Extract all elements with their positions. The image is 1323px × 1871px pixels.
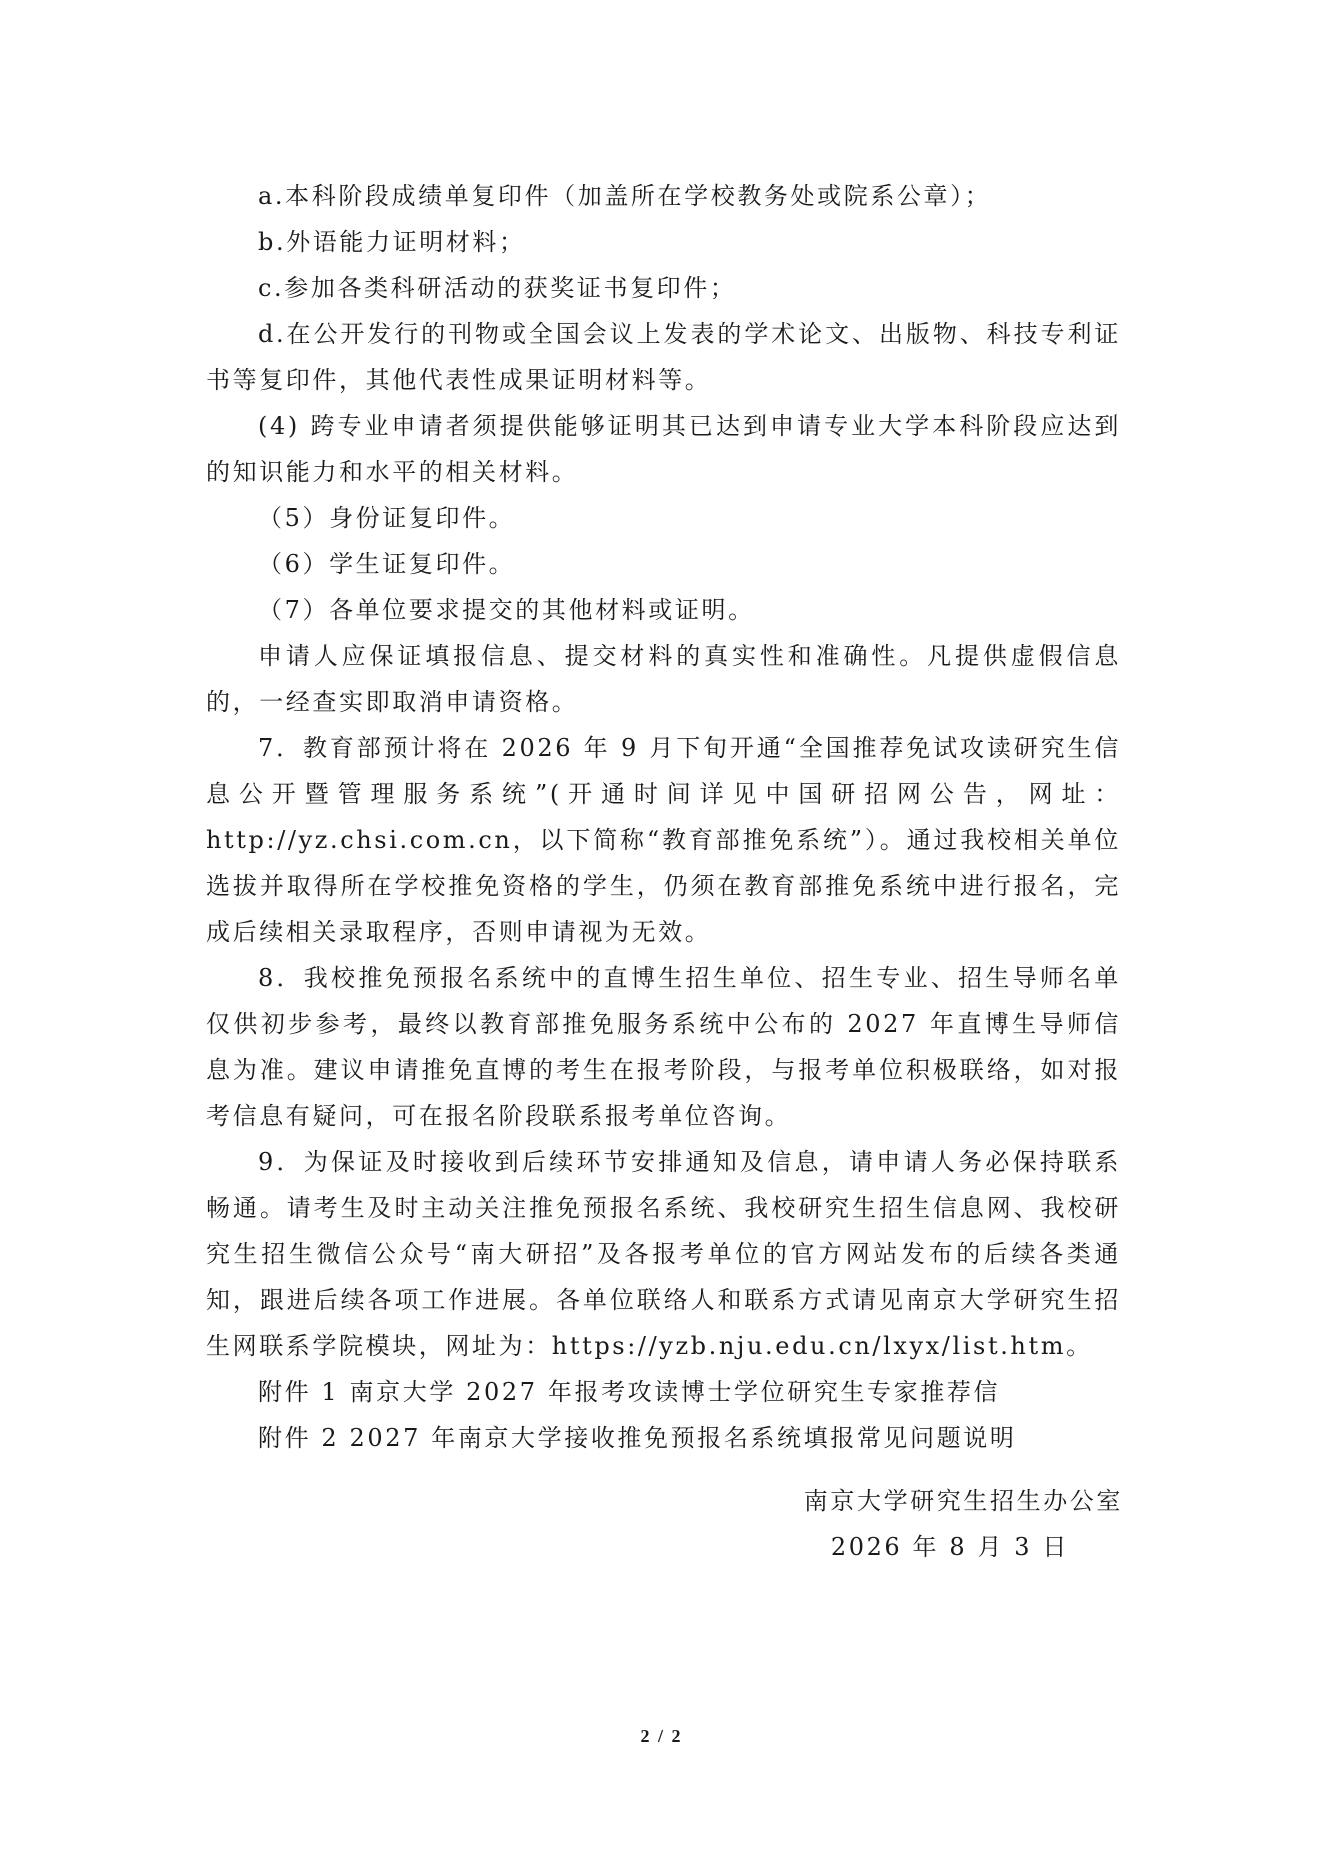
document-body <box>206 173 1121 1461</box>
clause-7: 7．教育部预计将在 2026 年 9 月下旬开通“全国推荐免试攻读研究生信息公开暨管理服务系统”(开通时间详见中国研招网公告，网址：http://yz.chsi.com.cn，以下简称“教育部推免系统”）。通过我校相关单位选拔并取得所在学校推免资格的学生，仍须在教育部推免系统中进行报名，完成后续相关录取程序，否则申请视为无效。 <box>206 734 1121 946</box>
issue-date: 2026 年 8 月 3 日 <box>830 1533 1069 1561</box>
requirement-item-6: （6）学生证复印件。 <box>258 550 516 578</box>
requirement-item-5: （5）身份证复印件。 <box>258 504 516 532</box>
attachment-2: 附件 2 2027 年南京大学接收推免预报名系统填报常见问题说明 <box>258 1424 1017 1452</box>
requirement-item-7: （7）各单位要求提交的其他材料或证明。 <box>258 596 755 624</box>
signature-block <box>804 1478 1123 1570</box>
page-number: 2 / 2 <box>640 1726 683 1746</box>
clause-8: 8．我校推免预报名系统中的直博生招生单位、招生专业、招生导师名单仅供初步参考，最终以教育部推免服务系统中公布的 2027 年直博生导师信息为准。建议申请推免直博的考生在报考阶段，与报考单位积极联络，如对报考信息有疑问，可在报名阶段联系报考单位咨询。 <box>206 964 1121 1130</box>
authenticity-notice: 申请人应保证填报信息、提交材料的真实性和准确性。凡提供虚假信息的，一经查实即取消申请资格。 <box>206 642 1121 716</box>
material-item-b: b.外语能力证明材料； <box>258 228 526 256</box>
material-item-d: d.在公开发行的刊物或全国会议上发表的学术论文、出版物、科技专利证书等复印件，其他代表性成果证明材料等。 <box>206 320 1121 394</box>
material-item-c: c.参加各类科研活动的获奖证书复印件； <box>258 274 737 302</box>
issuing-office: 南京大学研究生招生办公室 <box>803 1487 1123 1515</box>
attachment-1: 附件 1 南京大学 2027 年报考攻读博士学位研究生专家推荐信 <box>258 1378 1001 1406</box>
requirement-item-4: (4) 跨专业申请者须提供能够证明其已达到申请专业大学本科阶段应达到的知识能力和水平的相关材料。 <box>206 412 1121 486</box>
material-item-a: a.本科阶段成绩单复印件（加盖所在学校教务处或院系公章）； <box>258 182 992 210</box>
clause-9: 9．为保证及时接收到后续环节安排通知及信息，请申请人务必保持联系畅通。请考生及时主动关注推免预报名系统、我校研究生招生信息网、我校研究生招生微信公众号“南大研招”及各报考单位的官方网站发布的后续各类通知，跟进后续各项工作进展。各单位联络人和联系方式请见南京大学研究生招生网联系学院模块，网址为：https://yzb.nju.edu.cn/lxyx/list.htm。 <box>206 1148 1121 1360</box>
